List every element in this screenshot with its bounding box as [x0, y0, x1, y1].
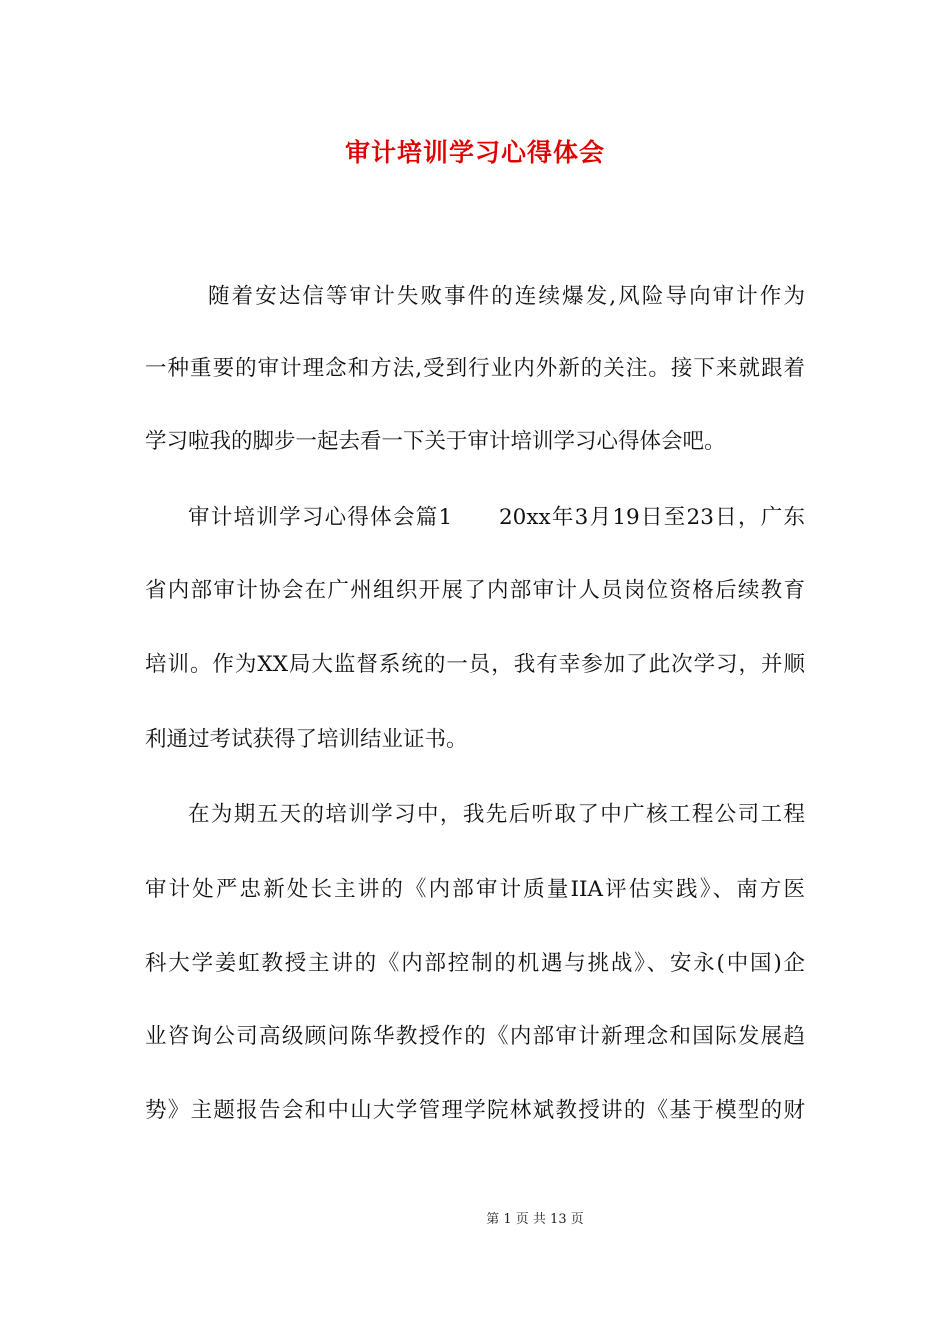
document-title: 审计培训学习心得体会	[344, 138, 605, 167]
text-line-1: 随着安达信等审计失败事件的连续爆发,风险导向审计作为	[208, 284, 805, 309]
text-line-6: 培训。作为XX局大监督系统的一员，我有幸参加了此次学习，并顺	[145, 652, 805, 677]
text-line-7: 利通过考试获得了培训结业证书。	[145, 727, 468, 752]
text-line-2: 一种重要的审计理念和方法,受到行业内外新的关注。接下来就跟着	[145, 356, 805, 381]
text-line-10: 科大学姜虹教授主讲的《内部控制的机遇与挑战》、安永(中国)企	[145, 951, 805, 976]
text-line-8: 在为期五天的培训学习中，我先后听取了中广核工程公司工程	[188, 802, 805, 827]
text-line-12: 势》主题报告会和中山大学管理学院林斌教授讲的《基于模型的财	[145, 1098, 805, 1123]
text-line-3: 学习啦我的脚步一起去看一下关于审计培训学习心得体会吧。	[145, 429, 726, 454]
page-number-footer: 第 1 页 共 13 页	[486, 1212, 584, 1227]
text-line-4: 审计培训学习心得体会篇1 20xx年3月19日至23日，广东	[188, 505, 805, 530]
text-line-9: 审计处严忠新处长主讲的《内部审计质量IIA评估实践》、南方医	[145, 877, 805, 902]
text-line-5: 省内部审计协会在广州组织开展了内部审计人员岗位资格后续教育	[145, 578, 805, 603]
text-line-11: 业咨询公司高级顾问陈华教授作的《内部审计新理念和国际发展趋	[145, 1024, 805, 1049]
